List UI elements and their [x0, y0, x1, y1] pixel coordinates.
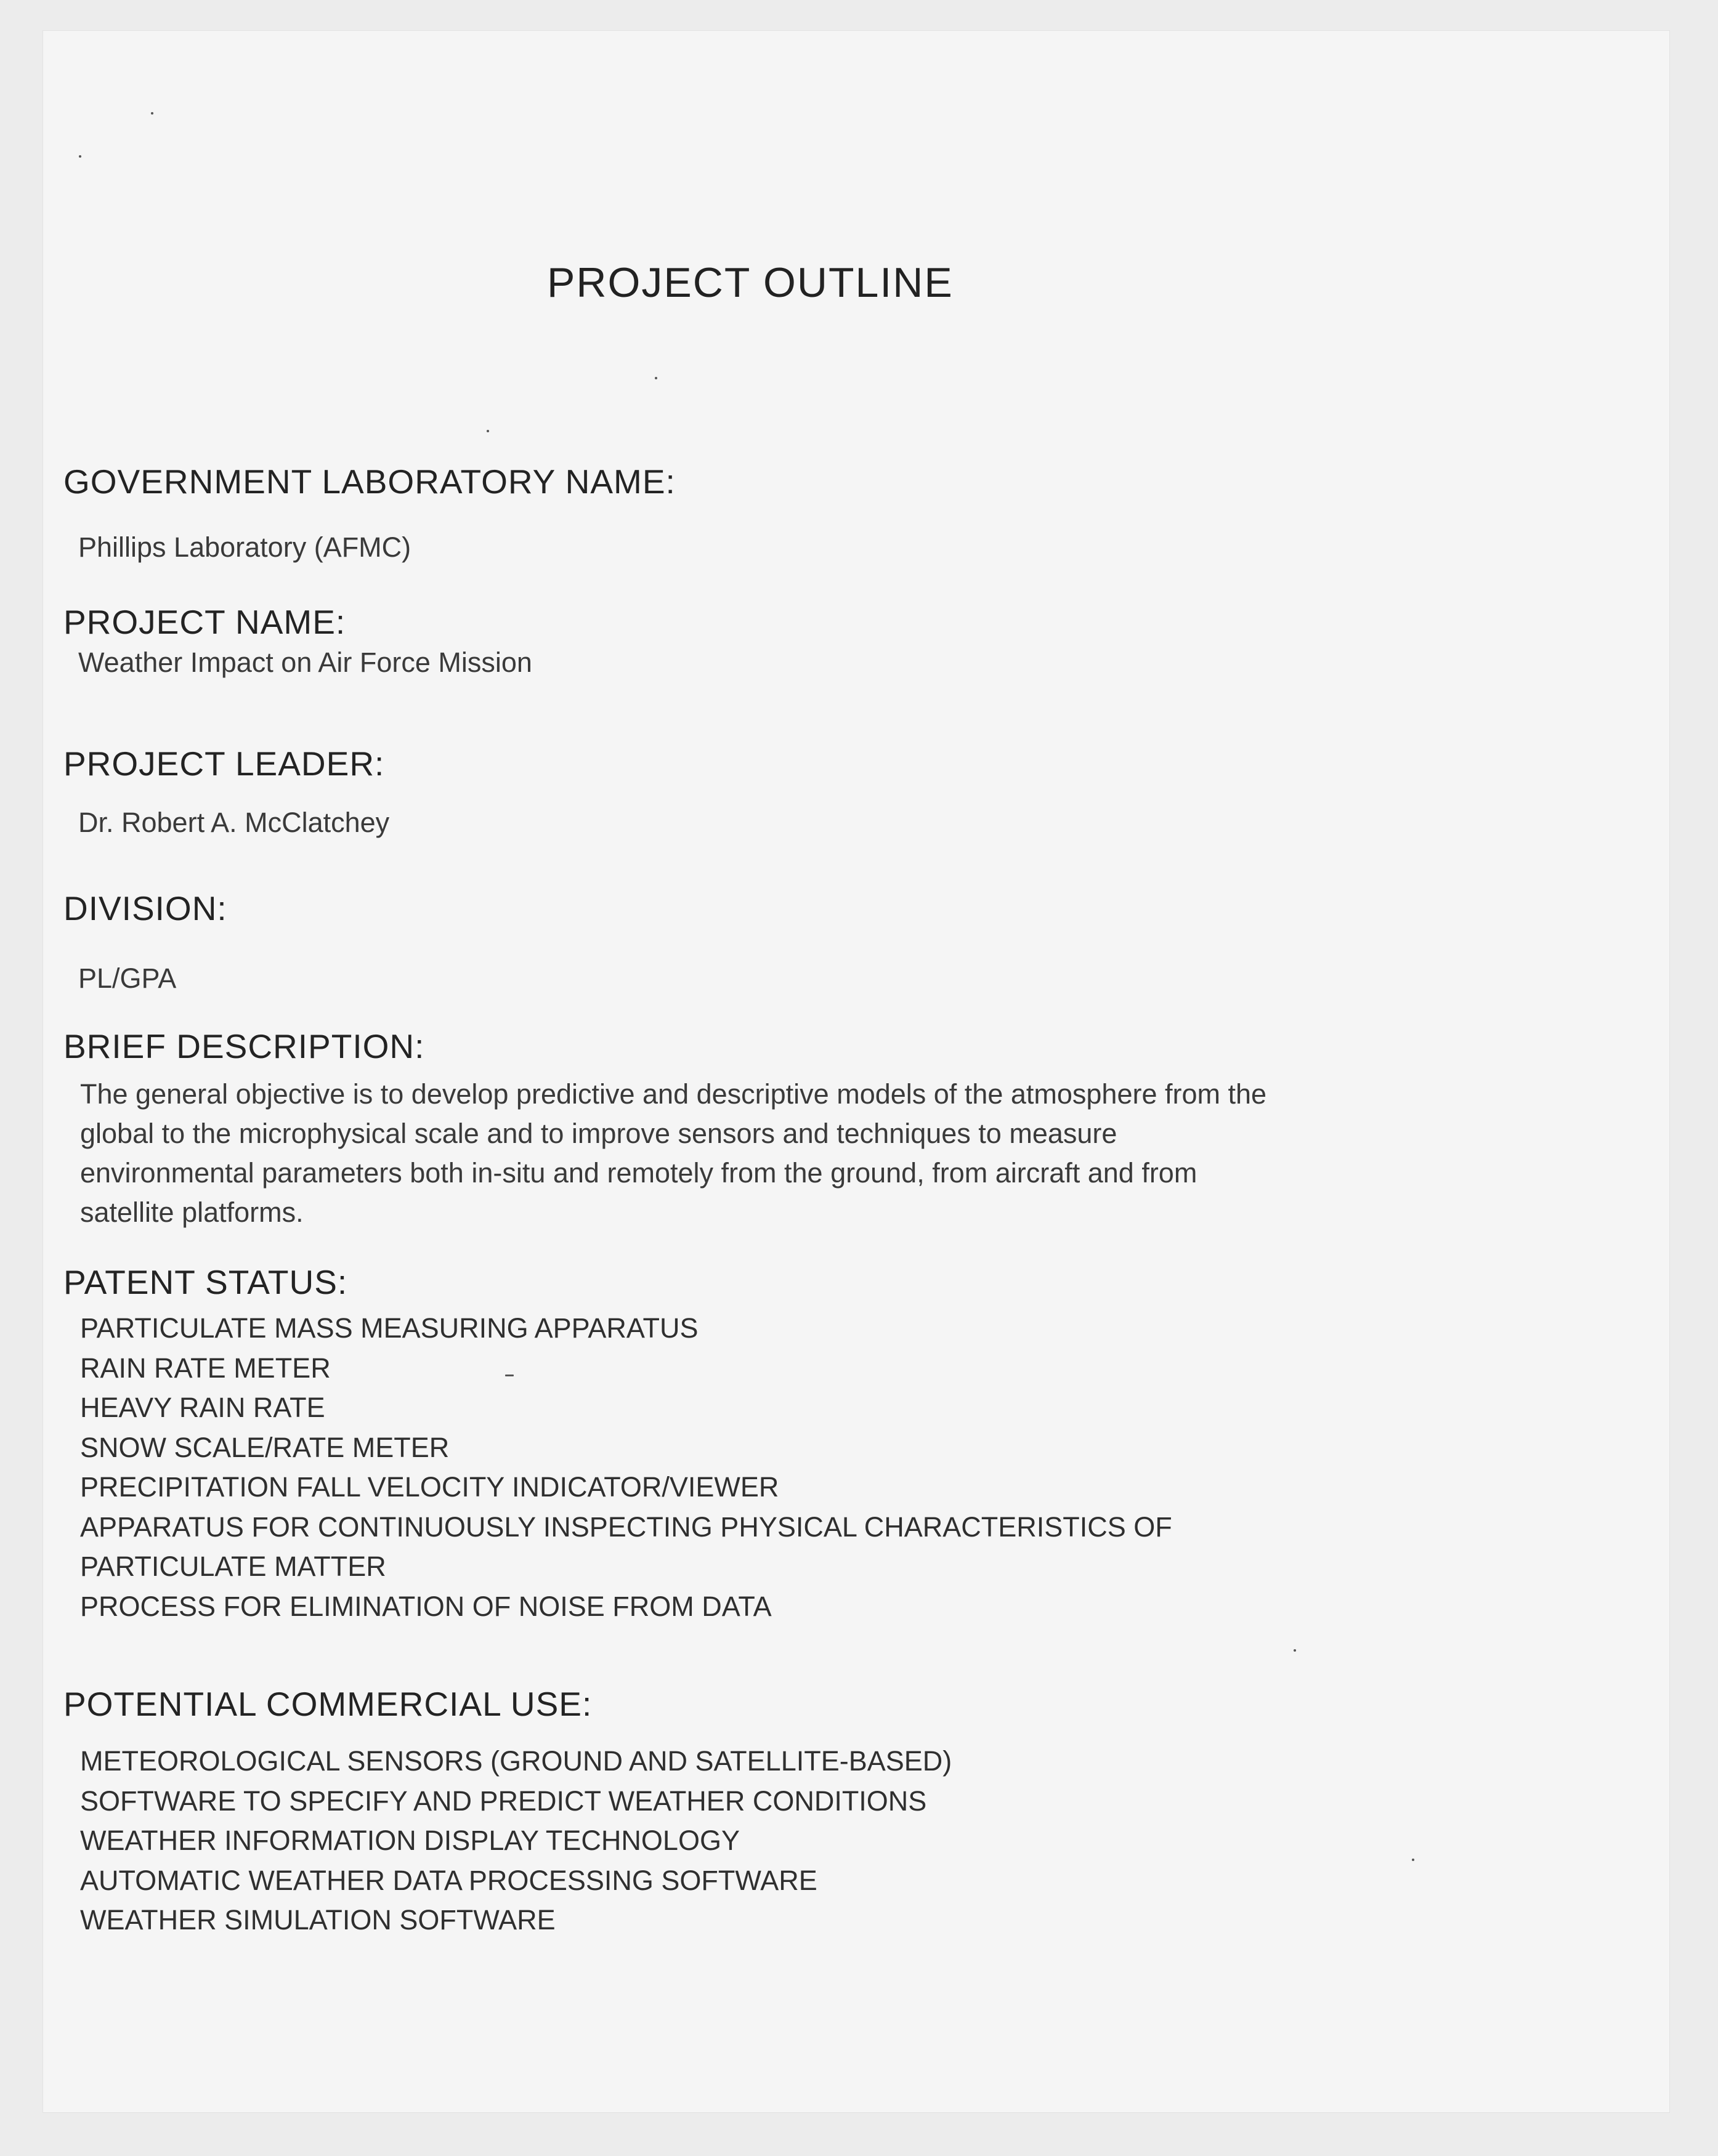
list-item: APPARATUS FOR CONTINUOUSLY INSPECTING PHYSICAL CHARACTERISTICS OF — [80, 1511, 1172, 1543]
scan-speck — [505, 1375, 514, 1376]
list-item: WEATHER SIMULATION SOFTWARE — [80, 1904, 556, 1936]
list-item: PROCESS FOR ELIMINATION OF NOISE FROM DATA — [80, 1590, 772, 1622]
patent-status-list — [80, 1309, 1172, 1626]
project-leader-heading: PROJECT LEADER: — [63, 745, 385, 783]
list-item: SNOW SCALE/RATE METER — [80, 1431, 450, 1463]
patent-status-heading: PATENT STATUS: — [63, 1263, 348, 1301]
brief-description-heading: BRIEF DESCRIPTION: — [63, 1027, 425, 1065]
commercial-use-heading: POTENTIAL COMMERCIAL USE: — [63, 1685, 593, 1723]
list-item: WEATHER INFORMATION DISPLAY TECHNOLOGY — [80, 1825, 740, 1856]
description-line: environmental parameters both in-situ and remotely from the ground, from aircraft and from — [80, 1157, 1197, 1189]
list-item: PRECIPITATION FALL VELOCITY INDICATOR/VIEWER — [80, 1471, 779, 1503]
division-heading: DIVISION: — [63, 889, 227, 927]
list-item: HEAVY RAIN RATE — [80, 1392, 325, 1423]
list-item: AUTOMATIC WEATHER DATA PROCESSING SOFTWARE — [80, 1864, 817, 1896]
scan-speck — [151, 112, 153, 115]
division-value: PL/GPA — [78, 963, 177, 994]
description-line: The general objective is to develop predictive and descriptive models of the atmosphere from the — [80, 1078, 1267, 1110]
description-line: satellite platforms. — [80, 1197, 304, 1228]
project-name-heading: PROJECT NAME: — [63, 603, 346, 641]
list-item: SOFTWARE TO SPECIFY AND PREDICT WEATHER CONDITIONS — [80, 1785, 927, 1817]
lab-name-heading: GOVERNMENT LABORATORY NAME: — [63, 462, 676, 501]
commercial-use-list — [80, 1742, 952, 1940]
project-name-value: Weather Impact on Air Force Mission — [78, 647, 532, 678]
list-item: PARTICULATE MATTER — [80, 1551, 386, 1582]
description-line: global to the microphysical scale and to improve sensors and techniques to measure — [80, 1118, 1117, 1149]
scan-speck — [1294, 1649, 1296, 1652]
page-title: PROJECT OUTLINE — [547, 259, 954, 306]
scan-speck — [79, 155, 81, 158]
list-item: PARTICULATE MASS MEASURING APPARATUS — [80, 1312, 699, 1344]
scan-speck — [1412, 1859, 1414, 1861]
scan-speck — [655, 377, 657, 379]
scan-speck — [487, 430, 489, 432]
list-item: RAIN RATE METER — [80, 1352, 331, 1384]
list-item: METEOROLOGICAL SENSORS (GROUND AND SATELLITE-BASED) — [80, 1745, 952, 1777]
brief-description-text — [80, 1075, 1435, 1232]
lab-name-value: Phillips Laboratory (AFMC) — [78, 531, 411, 563]
project-leader-value: Dr. Robert A. McClatchey — [78, 807, 390, 838]
